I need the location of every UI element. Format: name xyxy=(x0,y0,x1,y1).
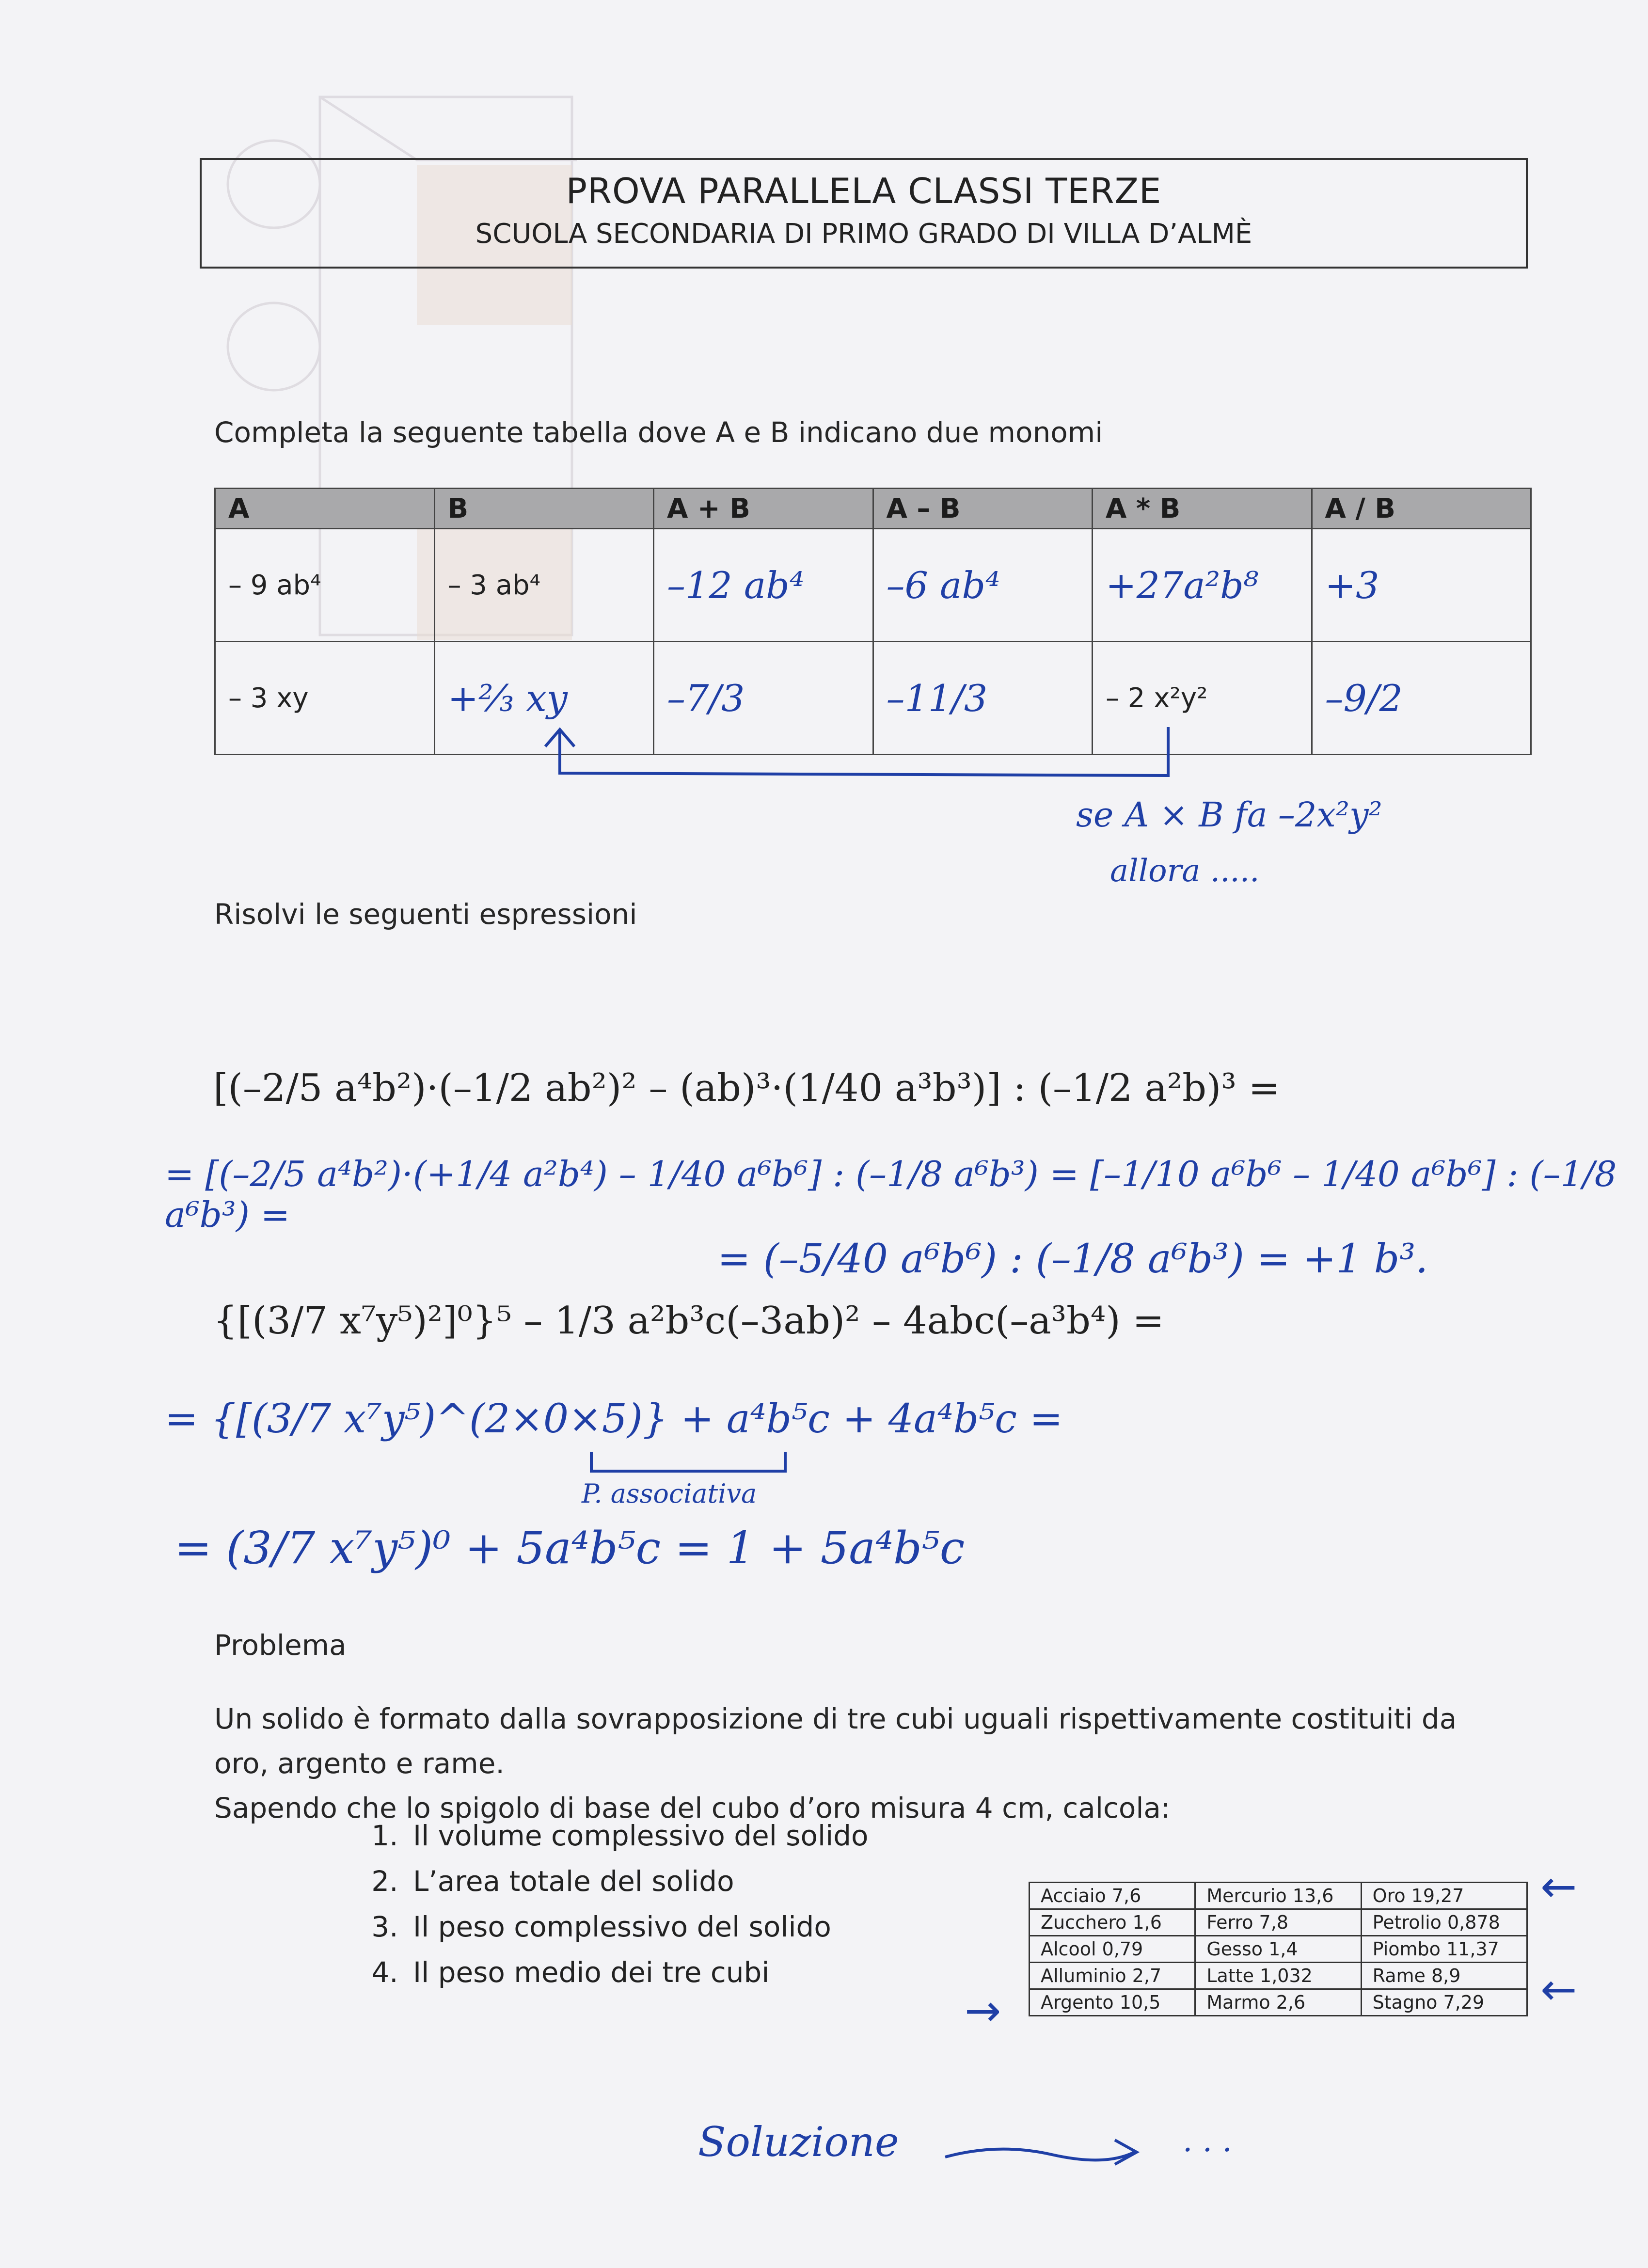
problem-text-line-2: oro, argento e rame. xyxy=(214,1747,505,1780)
arrow-right-icon: → xyxy=(965,1985,1001,2036)
density-cell: Alluminio 2,7 xyxy=(1030,1963,1195,1989)
col-header-product: A * B xyxy=(1093,489,1312,529)
density-cell: Piombo 11,37 xyxy=(1361,1936,1527,1963)
task-list xyxy=(359,1813,869,1995)
cell-quotient: –9/2 xyxy=(1312,642,1531,755)
table-row xyxy=(1030,1883,1527,1909)
density-cell: Petrolio 0,878 xyxy=(1361,1909,1527,1936)
density-cell: Oro 19,27 xyxy=(1361,1883,1527,1909)
expressions-instruction: Risolvi le seguenti espressioni xyxy=(214,898,637,931)
cell-difference: –11/3 xyxy=(873,642,1093,755)
table-row xyxy=(1030,1989,1527,2016)
col-header-a: A xyxy=(215,489,435,529)
col-header-difference: A – B xyxy=(873,489,1093,529)
cell-b: – 3 ab⁴ xyxy=(434,529,654,642)
density-cell: Mercurio 13,6 xyxy=(1195,1883,1361,1909)
expression-2-step-1: = {[(3/7 x⁷y⁵)^(2×0×5)} + a⁴b⁵c + 4a⁴b⁵c = xyxy=(165,1396,1063,1442)
problem-text-line-3: Sapendo che lo spigolo di base del cubo d’oro misura 4 cm, calcola: xyxy=(214,1792,1171,1824)
associative-note: P. associativa xyxy=(582,1478,757,1509)
expression-1-step-2: = (–5/40 a⁶b⁶) : (–1/8 a⁶b³) = +1 b³. xyxy=(717,1236,1428,1282)
density-cell: Marmo 2,6 xyxy=(1195,1989,1361,2016)
associative-bracket xyxy=(586,1449,790,1478)
list-item: 3. Il peso complessivo del solido xyxy=(407,1904,869,1950)
cell-a: – 9 ab⁴ xyxy=(215,529,435,642)
density-cell: Rame 8,9 xyxy=(1361,1963,1527,1989)
header-box xyxy=(200,158,1528,269)
cell-quotient: +3 xyxy=(1312,529,1531,642)
table-header-row xyxy=(215,489,1531,529)
density-table xyxy=(1029,1882,1528,2016)
density-cell: Latte 1,032 xyxy=(1195,1963,1361,1989)
density-cell: Stagno 7,29 xyxy=(1361,1989,1527,2016)
density-cell: Ferro 7,8 xyxy=(1195,1909,1361,1936)
expression-1: [(–2/5 a⁴b²)·(–1/2 ab²)² – (ab)³·(1/40 a³b³)] : (–1/2 a²b)³ = xyxy=(213,1066,1280,1110)
expression-2-step-2: = (3/7 x⁷y⁵)⁰ + 5a⁴b⁵c = 1 + 5a⁴b⁵c xyxy=(174,1522,965,1574)
list-item: 2. L’area totale del solido xyxy=(407,1858,869,1904)
density-cell: Gesso 1,4 xyxy=(1195,1936,1361,1963)
expression-2: {[(3/7 x⁷y⁵)²]⁰}⁵ – 1/3 a²b³c(–3ab)² – 4abc(–a³b⁴) = xyxy=(213,1299,1164,1343)
density-cell: Acciaio 7,6 xyxy=(1030,1883,1195,1909)
cell-b: +⅔ xy xyxy=(434,642,654,755)
table-row xyxy=(1030,1963,1527,1989)
cell-sum: –7/3 xyxy=(654,642,873,755)
cell-product: – 2 x²y² xyxy=(1093,642,1312,755)
solution-arrow xyxy=(940,2133,1144,2172)
cell-sum: –12 ab⁴ xyxy=(654,529,873,642)
cell-a: – 3 xy xyxy=(215,642,435,755)
note-line-2: allora ..... xyxy=(1110,853,1260,889)
col-header-quotient: A / B xyxy=(1312,489,1531,529)
density-cell: Alcool 0,79 xyxy=(1030,1936,1195,1963)
note-line-1: se A × B fa –2x²y² xyxy=(1076,795,1382,835)
problem-title: Problema xyxy=(214,1629,347,1662)
col-header-sum: A + B xyxy=(654,489,873,529)
table-row xyxy=(215,529,1531,642)
page-title: PROVA PARALLELA CLASSI TERZE xyxy=(566,171,1162,211)
table-row xyxy=(1030,1936,1527,1963)
density-cell: Zucchero 1,6 xyxy=(1030,1909,1195,1936)
cell-difference: –6 ab⁴ xyxy=(873,529,1093,642)
problem-text-line-1: Un solido è formato dalla sovrapposizione di tre cubi uguali rispettivamente costituiti da xyxy=(214,1702,1457,1735)
solution-label: Soluzione xyxy=(698,2118,899,2166)
list-item: 1. Il volume complessivo del solido xyxy=(407,1813,869,1858)
arrow-left-icon: ← xyxy=(1540,1964,1577,2015)
arrow-left-icon: ← xyxy=(1540,1861,1577,1912)
handwritten-arrow-annotation xyxy=(533,717,1212,795)
expression-1-step-1: = [(–2/5 a⁴b²)·(+1/4 a²b⁴) – 1/40 a⁶b⁶] : (–1/8 a⁶b³) = [–1/10 a⁶b⁶ – 1/40 a⁶b⁶] : (–1/8 a⁶b³) = xyxy=(165,1154,1617,1235)
page-subtitle: SCUOLA SECONDARIA DI PRIMO GRADO DI VILLA D’ALMÈ xyxy=(475,218,1252,250)
list-item: 4. Il peso medio dei tre cubi xyxy=(407,1950,869,1995)
cell-product: +27a²b⁸ xyxy=(1093,529,1312,642)
solution-dots: . . . xyxy=(1183,2123,1232,2159)
density-cell: Argento 10,5 xyxy=(1030,1989,1195,2016)
col-header-b: B xyxy=(434,489,654,529)
monomi-table xyxy=(214,488,1532,755)
table-row xyxy=(1030,1909,1527,1936)
table-instruction: Completa la seguente tabella dove A e B indicano due monomi xyxy=(214,416,1103,449)
